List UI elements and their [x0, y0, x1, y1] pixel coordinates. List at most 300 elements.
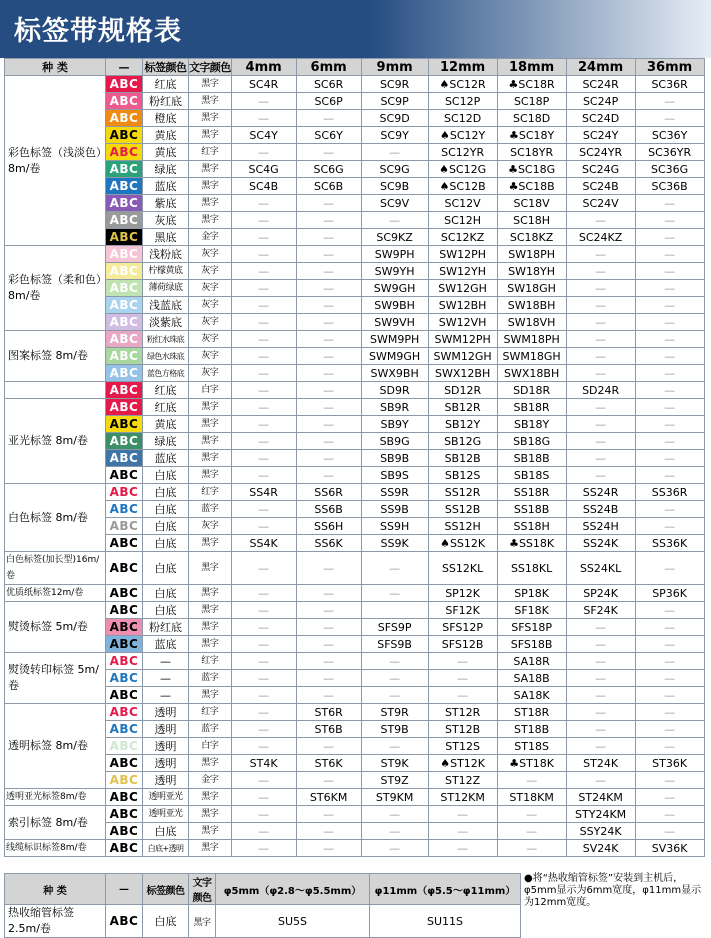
model-cell: ST6B — [296, 721, 361, 738]
model-cell: — — [566, 365, 635, 382]
table-row — [5, 450, 705, 467]
label-color-cell: 白底 — [143, 552, 189, 585]
model-cell: — — [296, 602, 361, 619]
model-cell: SF24K — [566, 602, 635, 619]
abc-sample: ABC — [106, 704, 143, 721]
model-cell: — — [231, 840, 296, 857]
table-row — [5, 721, 705, 738]
model-cell: — — [566, 263, 635, 280]
header-size: 9mm — [361, 59, 428, 76]
label-color-cell: 白底 — [143, 484, 189, 501]
model-cell: SD18R — [497, 382, 566, 399]
label-color-cell: 粉红底 — [143, 93, 189, 110]
model-cell: — — [635, 772, 704, 789]
abc-sample: ABC — [106, 806, 143, 823]
model-cell: SD24R — [566, 382, 635, 399]
category-name: 亚光标签 8m/卷 — [5, 399, 106, 484]
model-cell: SS9B — [361, 501, 428, 518]
text-color-cell: 黑字 — [189, 636, 232, 653]
label-color-cell: 薄荷绿底 — [143, 280, 189, 297]
model-cell: — — [231, 331, 296, 348]
header-size: 36mm — [635, 59, 704, 76]
model-cell: — — [231, 585, 296, 602]
model-cell: ♠SC12R — [428, 76, 497, 93]
text-color-cell: 灰字 — [189, 348, 232, 365]
model-cell: SB9G — [361, 433, 428, 450]
model-cell: ♠SC12Y — [428, 127, 497, 144]
table-row — [5, 161, 705, 178]
model-cell: — — [635, 501, 704, 518]
abc-sample: ABC — [106, 687, 143, 704]
model-cell: SW9VH — [361, 314, 428, 331]
text-color-cell: 黑字 — [189, 416, 232, 433]
text-color-cell: 黑字 — [189, 433, 232, 450]
abc-sample: ABC — [106, 772, 143, 789]
model-cell: — — [635, 93, 704, 110]
abc-sample: ABC — [106, 619, 143, 636]
model-cell: SC9D — [361, 110, 428, 127]
abc-sample: ABC — [106, 535, 143, 552]
category-name: 透明标签 8m/卷 — [5, 704, 106, 789]
text-color-cell: 黑字 — [189, 535, 232, 552]
abc-sample: ABC — [106, 484, 143, 501]
abc-sample: ABC — [106, 450, 143, 467]
text-color-cell: 蓝字 — [189, 501, 232, 518]
model-cell: — — [566, 348, 635, 365]
model-cell: ♠SS12K — [428, 535, 497, 552]
model-cell: SS9K — [361, 535, 428, 552]
text-color-cell: 红字 — [189, 484, 232, 501]
label-color-cell: 蓝底 — [143, 636, 189, 653]
model-cell: ST18R — [497, 704, 566, 721]
label-color-cell: 红底 — [143, 76, 189, 93]
model-cell: SC9V — [361, 195, 428, 212]
model-cell: SS9H — [361, 518, 428, 535]
model-cell: SB9S — [361, 467, 428, 484]
abc-sample: ABC — [106, 585, 143, 602]
abc-sample: ABC — [106, 161, 143, 178]
model-cell: SFS9P — [361, 619, 428, 636]
table-row — [5, 738, 705, 755]
table-row — [5, 653, 705, 670]
model-cell: — — [231, 399, 296, 416]
model-cell: SC36B — [635, 178, 704, 195]
label-color-cell: 黄底 — [143, 144, 189, 161]
model-cell: SB9Y — [361, 416, 428, 433]
table-row — [5, 365, 705, 382]
text-color-cell: 黑字 — [189, 178, 232, 195]
model-cell: ST12Z — [428, 772, 497, 789]
model-cell: SS24B — [566, 501, 635, 518]
model-cell: — — [296, 738, 361, 755]
table-row — [5, 433, 705, 450]
label-color-cell: 透明 — [143, 704, 189, 721]
table-row — [5, 76, 705, 93]
model-cell: — — [566, 280, 635, 297]
abc-sample: ABC — [106, 840, 143, 857]
model-cell: SB18Y — [497, 416, 566, 433]
model-cell: SWX18BH — [497, 365, 566, 382]
model-cell: ST6R — [296, 704, 361, 721]
table-row — [5, 585, 705, 602]
model-cell: — — [566, 399, 635, 416]
table-row — [5, 518, 705, 535]
model-cell: — — [361, 687, 428, 704]
abc-sample: ABC — [106, 365, 143, 382]
model-cell: SC24P — [566, 93, 635, 110]
abc-sample: ABC — [106, 144, 143, 161]
text-color-cell: 黑字 — [189, 450, 232, 467]
model-cell: SC9P — [361, 93, 428, 110]
text-color-cell: 黑字 — [189, 161, 232, 178]
text-color-cell: 灰字 — [189, 263, 232, 280]
model-cell: SC12P — [428, 93, 497, 110]
table-row — [5, 619, 705, 636]
model-cell: — — [231, 144, 296, 161]
model-cell: SS6R — [296, 484, 361, 501]
model-cell: — — [635, 263, 704, 280]
model-cell: — — [361, 738, 428, 755]
category-name: 透明亚光标签8m/卷 — [5, 789, 106, 806]
label-color-cell: 浅粉底 — [143, 246, 189, 263]
label-color-cell: 白底 — [143, 585, 189, 602]
model-cell: SC24D — [566, 110, 635, 127]
model-cell: — — [635, 280, 704, 297]
model-cell: SS18H — [497, 518, 566, 535]
model-cell: SS12KL — [428, 552, 497, 585]
model-cell: — — [296, 433, 361, 450]
model-cell: SS6B — [296, 501, 361, 518]
model-cell: ST4K — [231, 755, 296, 772]
model-cell: — — [566, 738, 635, 755]
text-color-cell: 黑字 — [189, 76, 232, 93]
model-cell: — — [296, 348, 361, 365]
label-color-cell: 白底 — [143, 602, 189, 619]
model-cell: SB12G — [428, 433, 497, 450]
model-cell: SS24KL — [566, 552, 635, 585]
model-cell: SWM12PH — [428, 331, 497, 348]
model-cell: SW12VH — [428, 314, 497, 331]
model-cell: — — [566, 467, 635, 484]
label-color-cell: 白底 — [143, 518, 189, 535]
model-cell: SC6Y — [296, 127, 361, 144]
model-cell: ST9K — [361, 755, 428, 772]
model-cell: — — [566, 450, 635, 467]
model-cell: SB12B — [428, 450, 497, 467]
model-cell: SS12B — [428, 501, 497, 518]
model-cell: — — [296, 212, 361, 229]
text-color-cell: 黑字 — [189, 840, 232, 857]
label-color-cell: 柠檬黄底 — [143, 263, 189, 280]
header-category: 种 类 — [5, 59, 106, 76]
model-cell: SA18K — [497, 687, 566, 704]
model-cell: — — [635, 348, 704, 365]
model-cell: — — [566, 653, 635, 670]
abc-sample: ABC — [106, 823, 143, 840]
model-cell: — — [635, 687, 704, 704]
abc-sample: ABC — [106, 246, 143, 263]
model-cell: — — [635, 467, 704, 484]
category-name: 白色标签(加长型)16m/卷 — [5, 552, 106, 585]
model-cell: — — [296, 840, 361, 857]
text-color-cell: 黑字 — [189, 110, 232, 127]
model-cell: — — [296, 772, 361, 789]
model-cell: ST6K — [296, 755, 361, 772]
table-row — [5, 178, 705, 195]
model-cell: — — [635, 110, 704, 127]
model-cell: SS18KL — [497, 552, 566, 585]
table-row — [5, 535, 705, 552]
model-cell: — — [635, 212, 704, 229]
model-cell: — — [566, 704, 635, 721]
label-color-cell: 黄底 — [143, 127, 189, 144]
model-cell: — — [231, 518, 296, 535]
model-cell: SS24H — [566, 518, 635, 535]
model-cell: SS12R — [428, 484, 497, 501]
model-cell: — — [296, 687, 361, 704]
model-cell: — — [231, 280, 296, 297]
model-cell: SWM18GH — [497, 348, 566, 365]
model-cell: SC12D — [428, 110, 497, 127]
label-color-cell: 红底 — [143, 399, 189, 416]
model-cell: — — [296, 280, 361, 297]
model-cell: SB18G — [497, 433, 566, 450]
model-cell: SB12S — [428, 467, 497, 484]
model-cell: SV24K — [566, 840, 635, 857]
model-cell: — — [296, 246, 361, 263]
model-cell: — — [635, 365, 704, 382]
label-color-cell: 白底 — [143, 823, 189, 840]
model-cell: — — [635, 331, 704, 348]
text-color-cell: 黑字 — [189, 823, 232, 840]
label-color-cell: 淡紫底 — [143, 314, 189, 331]
model-cell: — — [231, 314, 296, 331]
model-cell: — — [566, 433, 635, 450]
model-cell: SS12H — [428, 518, 497, 535]
model-cell: — — [231, 738, 296, 755]
page-title: 标签带规格表 — [14, 16, 182, 47]
model-cell: SC12KZ — [428, 229, 497, 246]
model-cell: — — [296, 806, 361, 823]
label-color-cell: 红底 — [143, 382, 189, 399]
text-color-cell: 金字 — [189, 772, 232, 789]
text-color-cell: 白字 — [189, 738, 232, 755]
text-color-cell: 黑字 — [189, 127, 232, 144]
text-color-cell: 灰字 — [189, 518, 232, 535]
abc-sample: ABC — [106, 501, 143, 518]
model-cell: SC9KZ — [361, 229, 428, 246]
model-cell: — — [635, 619, 704, 636]
text-color-cell: 金字 — [189, 229, 232, 246]
model-cell: — — [231, 823, 296, 840]
model-cell: SB18B — [497, 450, 566, 467]
header-size: 4mm — [231, 59, 296, 76]
model-cell: ST24KM — [566, 789, 635, 806]
model-cell: ST12B — [428, 721, 497, 738]
model-cell: SS24K — [566, 535, 635, 552]
model-cell: — — [635, 670, 704, 687]
model-cell: SW18PH — [497, 246, 566, 263]
spec-table-body — [5, 76, 705, 857]
model-cell: SU11S — [370, 905, 521, 938]
abc-sample: ABC — [106, 416, 143, 433]
model-cell: SP18K — [497, 585, 566, 602]
category-name: 熨烫标签 5m/卷 — [5, 602, 106, 653]
model-cell: — — [635, 806, 704, 823]
table-row — [5, 636, 705, 653]
model-cell: — — [231, 501, 296, 518]
model-cell: — — [635, 552, 704, 585]
table-row — [5, 212, 705, 229]
model-cell: SFS9B — [361, 636, 428, 653]
model-cell: — — [231, 789, 296, 806]
header-size: 18mm — [497, 59, 566, 76]
model-cell: SC18V — [497, 195, 566, 212]
abc-sample: ABC — [106, 467, 143, 484]
model-cell: SA18R — [497, 653, 566, 670]
table-row — [5, 399, 705, 416]
model-cell: SF18K — [497, 602, 566, 619]
model-cell: — — [635, 704, 704, 721]
model-cell: — — [361, 585, 428, 602]
model-cell: — — [231, 348, 296, 365]
model-cell: SA18B — [497, 670, 566, 687]
model-cell: — — [231, 653, 296, 670]
header-sample: — — [106, 59, 143, 76]
model-cell: — — [635, 246, 704, 263]
model-cell: — — [635, 229, 704, 246]
model-cell: SS18R — [497, 484, 566, 501]
table-row — [5, 823, 705, 840]
model-cell: SC6G — [296, 161, 361, 178]
header-text-color: 文字颜色 — [189, 60, 231, 74]
model-cell: ST6KM — [296, 789, 361, 806]
model-cell: SC12YR — [428, 144, 497, 161]
model-cell: SSY24K — [566, 823, 635, 840]
model-cell: — — [231, 619, 296, 636]
model-cell: SW9PH — [361, 246, 428, 263]
table-row — [5, 905, 521, 938]
model-cell: — — [635, 653, 704, 670]
model-cell: SW12PH — [428, 246, 497, 263]
header-size: 12mm — [428, 59, 497, 76]
table-row — [5, 772, 705, 789]
label-color-cell: 透明 — [143, 738, 189, 755]
abc-sample: ABC — [106, 314, 143, 331]
table-row — [5, 297, 705, 314]
model-cell: — — [635, 518, 704, 535]
model-cell: — — [231, 721, 296, 738]
table-row — [5, 467, 705, 484]
category-name: 索引标签 8m/卷 — [5, 806, 106, 840]
text-color-cell: 灰字 — [189, 297, 232, 314]
model-cell: — — [635, 314, 704, 331]
abc-sample: ABC — [106, 263, 143, 280]
model-cell: SC24YR — [566, 144, 635, 161]
model-cell: ST12S — [428, 738, 497, 755]
abc-sample: ABC — [106, 110, 143, 127]
text-color-cell: 黑字 — [189, 585, 232, 602]
model-cell: — — [497, 840, 566, 857]
abc-sample: ABC — [106, 602, 143, 619]
model-cell: — — [635, 738, 704, 755]
model-cell: SC18H — [497, 212, 566, 229]
model-cell: SW18GH — [497, 280, 566, 297]
model-cell: ST12R — [428, 704, 497, 721]
model-cell: — — [231, 297, 296, 314]
label-color-cell: 黄底 — [143, 416, 189, 433]
model-cell: SC12V — [428, 195, 497, 212]
model-cell: — — [231, 636, 296, 653]
text-color-cell: 蓝字 — [189, 721, 232, 738]
text-color-cell: 黑字 — [189, 195, 232, 212]
table-row — [5, 484, 705, 501]
model-cell: — — [296, 331, 361, 348]
model-cell: — — [428, 823, 497, 840]
model-cell: — — [428, 687, 497, 704]
table-row — [5, 789, 705, 806]
abc-sample: ABC — [106, 178, 143, 195]
model-cell: SC18D — [497, 110, 566, 127]
model-cell: — — [566, 687, 635, 704]
bottom-header-category: 种 类 — [5, 874, 106, 905]
model-cell: — — [231, 433, 296, 450]
abc-sample: ABC — [106, 721, 143, 738]
model-cell: ♣SC18Y — [497, 127, 566, 144]
model-cell: — — [635, 721, 704, 738]
table-row — [5, 348, 705, 365]
model-cell: SWM18PH — [497, 331, 566, 348]
model-cell: — — [566, 246, 635, 263]
model-cell: — — [296, 416, 361, 433]
model-cell: — — [635, 823, 704, 840]
model-cell: SC6R — [296, 76, 361, 93]
model-cell: SWM12GH — [428, 348, 497, 365]
table-row — [5, 280, 705, 297]
model-cell: SP12K — [428, 585, 497, 602]
model-cell: ♣ST18K — [497, 755, 566, 772]
text-color-cell: 黑字 — [189, 212, 232, 229]
bottom-header-label-color: 标签颜色 — [143, 874, 189, 905]
model-cell: — — [361, 144, 428, 161]
model-cell: SC18P — [497, 93, 566, 110]
model-cell: SC9R — [361, 76, 428, 93]
model-cell: — — [361, 670, 428, 687]
model-cell: ST12KM — [428, 789, 497, 806]
model-cell: SC6P — [296, 93, 361, 110]
header-size: 24mm — [566, 59, 635, 76]
abc-sample: ABC — [106, 212, 143, 229]
model-cell: SFS18B — [497, 636, 566, 653]
abc-sample: ABC — [106, 789, 143, 806]
model-cell: SS4K — [231, 535, 296, 552]
label-color-cell: 白底+透明 — [143, 840, 189, 857]
model-cell: SC24R — [566, 76, 635, 93]
model-cell: — — [296, 382, 361, 399]
text-color-cell: 黑字 — [189, 905, 216, 938]
model-cell: SC18YR — [497, 144, 566, 161]
model-cell: — — [231, 670, 296, 687]
category-name: 彩色标签（浅淡色）8m/卷 — [5, 76, 106, 246]
table-row — [5, 806, 705, 823]
model-cell: — — [296, 653, 361, 670]
model-cell: SC24KZ — [566, 229, 635, 246]
model-cell: SS18B — [497, 501, 566, 518]
model-cell: — — [231, 687, 296, 704]
label-color-cell: 白底 — [143, 501, 189, 518]
abc-sample: ABC — [106, 518, 143, 535]
model-cell: — — [566, 314, 635, 331]
